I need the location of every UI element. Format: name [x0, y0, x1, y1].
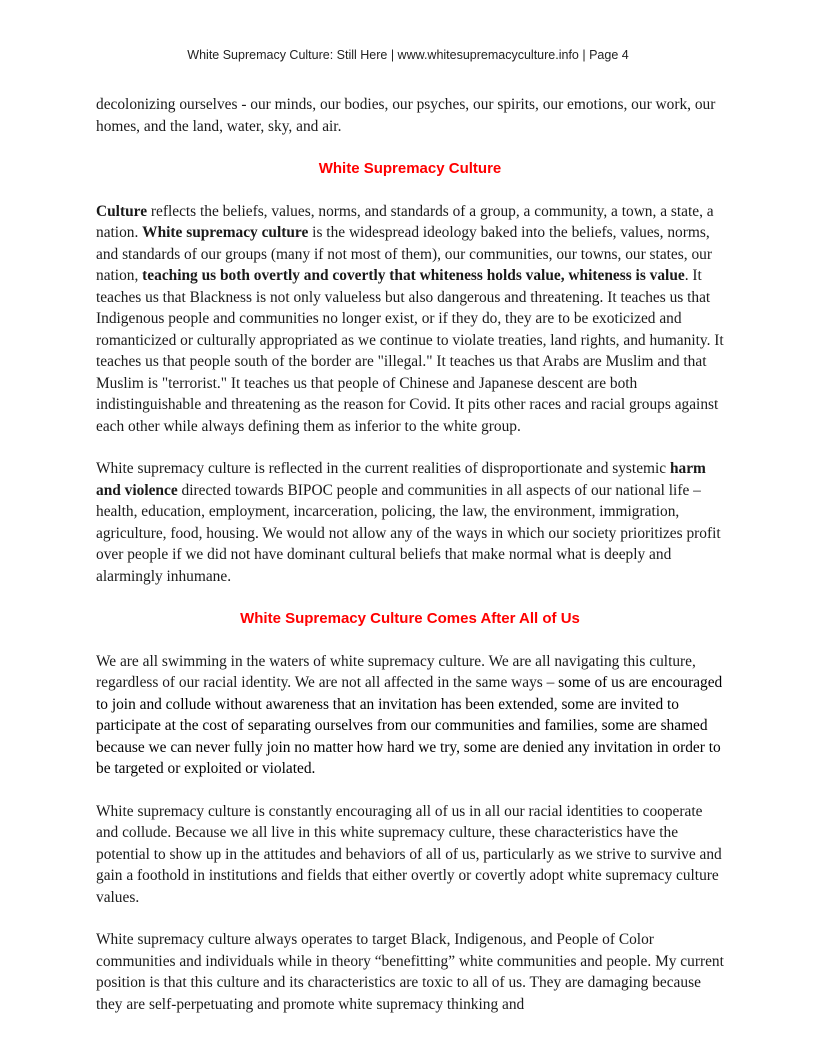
paragraph-text: reflects the beliefs, values, norms, and standards of a group, a community, a town, a state, a nation.	[96, 202, 714, 241]
bold-phrase-harm-and-violence: harm and violence	[96, 460, 706, 499]
swimming-paragraph	[96, 651, 724, 780]
bold-term-culture: Culture	[96, 202, 148, 220]
section-heading-comes-after-all-of-us: White Supremacy Culture Comes After All of Us	[240, 610, 580, 627]
paragraph-text: . It teaches us that Blackness is not only valueless but also dangerous and threatening. It teaches us that Indigenous people and communities no longer exist, or if they do, they are to be exoticized and romanticized or culturally appropriated as we continue to violate treaties, land rights, and humanity. It teaches us that people south of the border are "illegal." It teaches us that Arabs are Muslim and that Muslim is "terrorist." It teaches us that people of Chinese and Japanese descent are both indistinguishable and threatening as the reason for Covid. It pits other races and racial groups against each other while always defining them as inferior to the white group.	[96, 267, 724, 435]
emphasized-text: some of us are encouraged to join and collude without awareness that an invitation has been extended, some are invited to participate at the cost of separating ourselves from our communities and families, some are shamed because we can never fully join no matter how hard we try, some are denied any invitation in order to be targeted or exploited or violated.	[96, 674, 723, 777]
section-heading-white-supremacy-culture: White Supremacy Culture	[318, 160, 502, 177]
document-body	[96, 94, 724, 1036]
bold-phrase-whiteness-value: teaching us both overtly and covertly that whiteness holds value, whiteness is value	[142, 267, 685, 284]
collude-paragraph: White supremacy culture is constantly encouraging all of us in all our racial identities to cooperate and collude. Because we all live in this white supremacy culture, these characteristics have the potential to show up in the attitudes and behaviors of all of us, particularly as we strive to survive and gain a foothold in institutions and fields that either overtly or covertly adopt white supremacy culture values.	[96, 802, 722, 906]
target-paragraph: White supremacy culture always operates to target Black, Indigenous, and People of Color communities and individuals while in theory “benefitting” white communities and people. My current position is that this culture and its characteristics are toxic to all of us. They are damaging because they are self-perpetuating and promote white supremacy thinking and	[96, 931, 724, 1013]
harm-violence-paragraph	[96, 458, 724, 587]
culture-definition-paragraph	[96, 201, 724, 438]
paragraph-text: White supremacy culture is reflected in the current realities of disproportionate and systemic	[96, 460, 670, 477]
page-header: White Supremacy Culture: Still Here | www.whitesupremacyculture.info | Page 4	[187, 48, 629, 62]
paragraph-text: We are all swimming in the waters of white supremacy culture. We are all navigating this culture, regardless of our racial identity. We are not all affected in the same ways –	[96, 652, 696, 691]
paragraph-text: is the widespread ideology baked into the beliefs, values, norms, and standards of our groups (many if not most of them), our communities, our towns, our states, our nation,	[96, 224, 712, 284]
intro-paragraph: decolonizing ourselves - our minds, our bodies, our psyches, our spirits, our emotions, our work, our homes, and the land, water, sky, and air.	[96, 96, 716, 135]
paragraph-text: directed towards BIPOC people and communities in all aspects of our national life – health, education, employment, incarceration, policing, the law, the environment, immigration, agriculture, food, housing. We would not allow any of the ways in which our society prioritizes profit over people if we did not have dominant cultural beliefs that make normal what is deeply and alarmingly inhumane.	[96, 481, 721, 585]
bold-term-white-supremacy-culture: White supremacy culture	[142, 224, 309, 241]
